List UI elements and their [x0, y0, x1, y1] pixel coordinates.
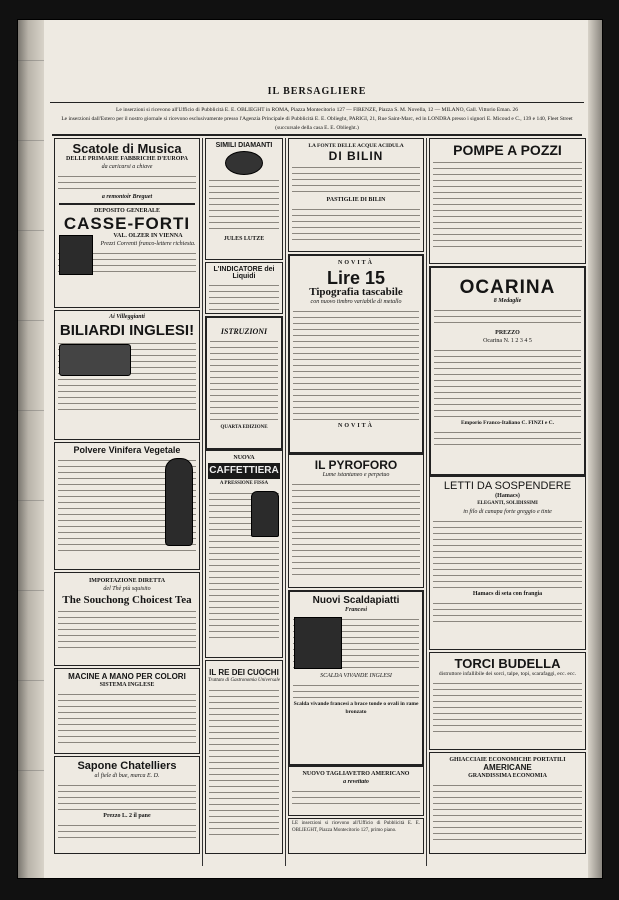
ad-subtitle: QUARTA EDIZIONE [220, 425, 268, 430]
ad-simili-diamanti [205, 138, 283, 260]
ad-body-text [433, 680, 582, 732]
ad-macine [54, 668, 200, 754]
ad-tagliavetro [288, 766, 424, 816]
binding-strip [18, 20, 44, 878]
advertising-notice [52, 106, 582, 136]
ad-pompe-pozzi [429, 138, 586, 264]
ad-title: CASSE-FORTI [63, 214, 191, 233]
ad-subtitle: 8 Medaglie [493, 298, 522, 304]
ad-subtitle: Emporio Franco-Italiano C. FINZI e C. [460, 420, 555, 426]
ad-re-cuochi [205, 660, 283, 854]
ad-subtitle: VAL. OLZER IN VIENNA [113, 233, 183, 239]
ad-title: The Souchong Choicest Tea [62, 594, 192, 606]
bottle-illustration [165, 458, 193, 546]
ad-title: OCARINA [459, 277, 556, 298]
ad-body-text [58, 608, 196, 652]
ad-subtitle: IMPORTAZIONE DIRETTA [88, 578, 166, 584]
ad-body-text [292, 206, 420, 240]
ad-body-text: LE inserzioni si ricevono all'Ufficio di Pubblicità E. E. OBLIEGHT, Piazza Montecitorio 127, primo piano. [292, 821, 420, 833]
ad-title: LETTI DA SOSPENDERE [443, 480, 572, 492]
ad-subtitle: JULES LUTZE [223, 236, 265, 242]
ad-title: POMPE A POZZI [453, 142, 562, 158]
ad-body-text [293, 682, 419, 698]
ad-subtitle: DEPOSITO GENERALE [93, 208, 161, 214]
ad-subtitle: SCALDA VIVANDE INGLESI [320, 673, 392, 679]
ad-subtitle: (Hamacs) [495, 493, 520, 499]
ad-title: Polvere Vinifera Vegetale [73, 445, 181, 455]
ad-subtitle: a remontoir Breguet [101, 194, 153, 200]
price-list [433, 518, 582, 588]
notice-line-2: Le inserzioni dall'Estero per il nostro giornale si ricevono esclusivamente presso l'Agenzia Principale di Pubblicità E. E. Oblieght, PARIGI, 21, Rue Saint-Marc, ed in LONDRA presso i signori E. Micoud e C., 139 e 140, Fleet Street (succursale della casa E. E. Oblieght.) [61, 116, 573, 131]
ad-body-text [209, 687, 279, 837]
ad-pyroforo [288, 454, 424, 588]
ad-title: Scatole di Musica [72, 141, 182, 156]
ad-subtitle: SISTEMA INGLESE [99, 682, 155, 688]
price-list [434, 347, 581, 417]
ad-title: Tipografia tascabile [309, 286, 403, 298]
masthead [50, 86, 584, 103]
ad-title: Nuovi Scaldapiatti [312, 595, 400, 606]
ad-subtitle: Ai Villeggianti [109, 314, 145, 320]
notice-line-1: Le inserzioni si ricevono all'Ufficio di Pubblicità E. E. OBLIEGHT in ROMA, Piazza Montecitorio 127 — FIRENZE, Piazza S. M. Novella, 12 — MILANO, Gall. Vittorio Eman. 26 [116, 107, 518, 113]
ad-tipografia [288, 254, 424, 454]
ad-souchong-tea [54, 572, 200, 666]
ad-title: BILIARDI INGLESI! [59, 322, 195, 339]
ad-sapone-chatelliers [54, 756, 200, 854]
ad-subtitle: Hamacs di seta con frangia [472, 591, 543, 597]
column-2 [203, 138, 286, 866]
jewelry-illustration [225, 151, 263, 175]
ad-body-text [292, 481, 420, 577]
ad-body-text [434, 307, 581, 327]
ad-subtitle: Trattato di Gastronomia Universale [208, 678, 280, 683]
ad-subtitle: NUOVO TAGLIAVETRO AMERICANO [302, 771, 410, 777]
ad-subtitle: LA FONTE DELLE ACQUE ACIDULA [308, 143, 404, 149]
ad-subtitle: con nuovo timbro variabile di metallo [310, 299, 402, 305]
ad-body-text [292, 788, 420, 806]
ad-subtitle: Francesi [344, 607, 367, 613]
ad-polvere-vinifera [54, 442, 200, 570]
ad-body-text [293, 308, 419, 420]
ad-subtitle: A PRESSIONE FISSA [219, 481, 269, 486]
ad-subtitle: DELLE PRIMARIE FABBRICHE D'EUROPA [66, 156, 188, 162]
ad-subtitle: Scalda vivande francesi a brace tonde o ovali in rame bronzato [293, 701, 419, 715]
ad-title: AMERICANE [483, 763, 532, 772]
ad-title: L'INDICATORE dei Liquidi [213, 266, 275, 280]
ad-subtitle: PREZZO [495, 330, 520, 336]
ad-letti-sospendere [429, 476, 586, 650]
ad-body-text [292, 164, 420, 194]
masthead-title: IL BERSAGLIERE [267, 86, 367, 97]
ad-subtitle: al fiele di bue, marca E. D. [94, 773, 160, 779]
ad-subtitle: ELEGANTI, SOLIDISSIMI [477, 501, 538, 506]
ad-subtitle: NUOVA [233, 455, 255, 461]
ad-title: Sapone Chatelliers [77, 760, 177, 772]
column-3 [286, 138, 427, 866]
price-row: Ocarina N. 1 2 3 4 5 [483, 338, 532, 344]
ad-body-text [433, 159, 582, 251]
newspaper-page [18, 20, 602, 878]
ad-le-inserzioni [288, 818, 424, 854]
ad-subtitle: Lume istantaneo e perpetuo [322, 472, 390, 478]
price-list [58, 173, 196, 191]
ad-title: TORCI BUDELLA [454, 656, 561, 671]
ad-indicatore [205, 262, 283, 314]
ad-scaldapiatti [288, 590, 424, 766]
divider [59, 203, 195, 205]
ad-title: MACINE A MANO PER COLORI [68, 672, 186, 681]
column-4 [427, 138, 588, 866]
ad-bilin [288, 138, 424, 252]
ad-subtitle: NOVITÀ [337, 260, 374, 266]
ad-body-text [209, 282, 279, 310]
coffee-pot-illustration [251, 491, 279, 537]
ad-title: SIMILI DIAMANTI [215, 142, 273, 149]
ad-body-text [433, 782, 582, 842]
ad-body-text [58, 822, 196, 842]
safe-illustration [59, 235, 93, 275]
ad-title: IL RE DEI CUOCHI [209, 668, 279, 677]
ad-subtitle: a revettato [343, 779, 369, 785]
ad-subtitle: Prezzi Correnti franco-lettere richiesta. [100, 241, 196, 247]
ad-price: Prezzo L. 2 il pane [103, 813, 151, 819]
ad-ocarina [429, 266, 586, 476]
ad-ghiacciaie [429, 752, 586, 854]
ad-subtitle: GRANDISSIMA ECONOMIA [468, 773, 547, 779]
ad-body-text [58, 782, 196, 810]
ad-body-text [434, 429, 581, 449]
ad-subtitle: in filo di canapa forte greggio e tinte [463, 509, 552, 515]
ad-subtitle: NOVITÀ [337, 423, 374, 429]
ad-title: DI BILIN [328, 149, 384, 163]
billiard-table-illustration [59, 344, 131, 376]
ad-scatole-musica [54, 138, 200, 308]
ad-body-text [433, 600, 582, 624]
ad-biliardi [54, 310, 200, 440]
ad-caffettiera [205, 450, 283, 658]
ad-title: CAFFETTIERA [208, 463, 280, 479]
ad-subtitle: distruttore infallibile dei sorci, talpe, topi, scarafaggi, ecc. ecc. [438, 671, 577, 677]
page-edge [588, 20, 602, 878]
ad-body-text [58, 691, 196, 745]
ad-title: Lire 15 [326, 268, 386, 288]
ad-title: ISTRUZIONI [220, 327, 268, 336]
ad-subtitle: da caricarsi a chiave [101, 164, 153, 170]
ad-subtitle: del Thè più squisito [103, 586, 151, 592]
ad-title: IL PYROFORO [314, 458, 398, 472]
ad-torci-budella [429, 652, 586, 750]
ad-body-text [210, 338, 278, 422]
ad-subtitle: PASTIGLIE DI BILIN [326, 197, 386, 203]
ad-subtitle: GHIACCIAIE ECONOMICHE PORTATILI [449, 757, 566, 763]
ad-body-text [209, 177, 279, 233]
column-1 [52, 138, 203, 866]
ad-istruzioni [205, 316, 283, 450]
plate-warmer-illustration [294, 617, 342, 669]
